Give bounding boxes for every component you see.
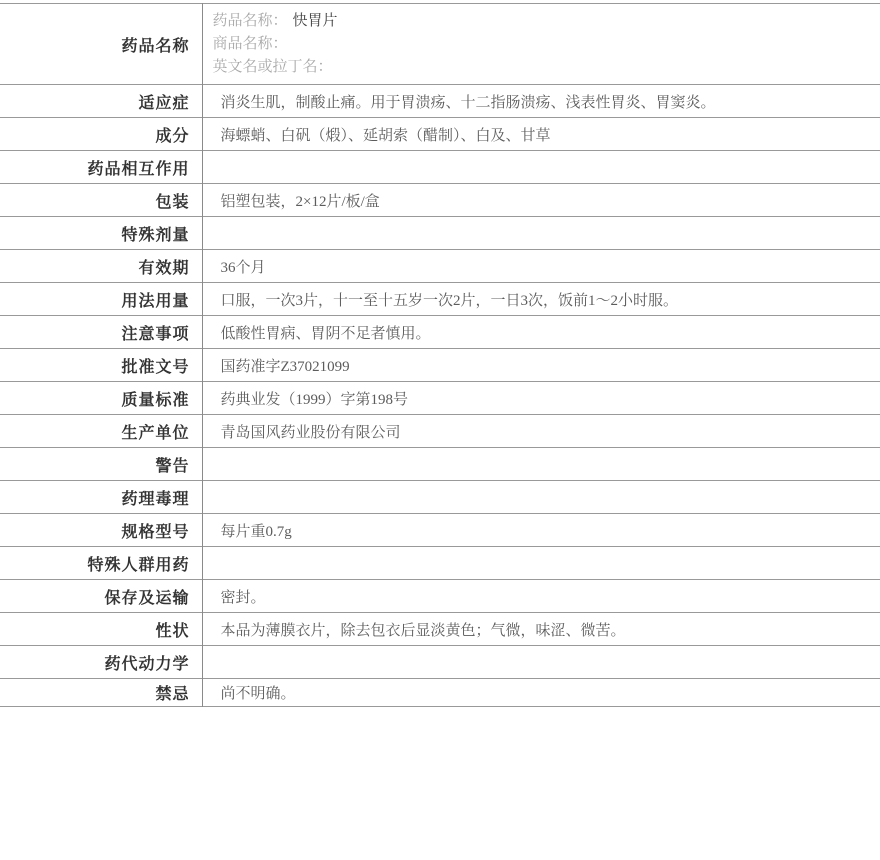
table-row-precautions xyxy=(0,316,880,349)
table-row-special-dosage xyxy=(0,217,880,250)
row-value: 国药准字Z37021099 xyxy=(202,349,880,382)
row-label: 规格型号 xyxy=(121,523,190,541)
table-row-contraindications xyxy=(0,679,880,707)
drug-name-value: 快胃片 xyxy=(292,12,338,29)
row-label: 质量标准 xyxy=(121,391,190,409)
row-label: 成分 xyxy=(155,127,190,145)
row-label: 生产单位 xyxy=(121,424,190,442)
row-value xyxy=(202,547,880,580)
table-row-ingredients xyxy=(0,118,880,151)
row-value: 消炎生肌，制酸止痛。用于胃溃疡、十二指肠溃疡、浅表性胃炎、胃窦炎。 xyxy=(202,85,880,118)
table-row-indications xyxy=(0,85,880,118)
row-label: 药品名称 xyxy=(121,37,190,55)
table-row-specification xyxy=(0,514,880,547)
row-label: 有效期 xyxy=(138,259,190,277)
row-label: 用法用量 xyxy=(121,292,190,310)
row-value: 青岛国风药业股份有限公司 xyxy=(202,415,880,448)
table-row-packaging xyxy=(0,184,880,217)
table-row-pharmacology xyxy=(0,481,880,514)
row-label: 性状 xyxy=(155,622,190,640)
row-label: 特殊剂量 xyxy=(121,226,190,244)
row-value: 口服，一次3片，十一至十五岁一次2片，一日3次，饭前1～2小时服。 xyxy=(202,283,880,316)
latin-name-line xyxy=(213,56,880,79)
row-label: 警告 xyxy=(155,457,190,475)
row-value xyxy=(202,151,880,184)
row-value xyxy=(202,4,880,85)
row-label: 药代动力学 xyxy=(104,655,190,673)
table-row-storage xyxy=(0,580,880,613)
row-value: 每片重0.7g xyxy=(202,514,880,547)
row-label: 注意事项 xyxy=(121,325,190,343)
row-value: 药典业发（1999）字第198号 xyxy=(202,382,880,415)
field-prefix: 商品名称： xyxy=(212,35,288,52)
row-label: 药理毒理 xyxy=(121,490,190,508)
row-value: 本品为薄膜衣片，除去包衣后显淡黄色；气微，味涩、微苦。 xyxy=(202,613,880,646)
drug-info-table xyxy=(0,3,880,707)
table-row-appearance xyxy=(0,613,880,646)
table-row-special-population xyxy=(0,547,880,580)
row-value xyxy=(202,646,880,679)
trade-name-line xyxy=(213,33,880,56)
row-value: 海螵蛸、白矾（煅）、延胡索（醋制）、白及、甘草 xyxy=(202,118,880,151)
row-label: 包装 xyxy=(155,193,190,211)
table-row-approval-number xyxy=(0,349,880,382)
table-row-interactions xyxy=(0,151,880,184)
table-row-warning xyxy=(0,448,880,481)
row-label: 保存及运输 xyxy=(104,589,190,607)
table-row-quality-standard xyxy=(0,382,880,415)
row-value: 密封。 xyxy=(202,580,880,613)
drug-name-line xyxy=(213,10,880,33)
row-label: 特殊人群用药 xyxy=(87,556,190,574)
row-value: 低酸性胃病、胃阴不足者慎用。 xyxy=(202,316,880,349)
row-value xyxy=(202,217,880,250)
field-prefix: 药品名称： xyxy=(212,12,288,29)
table-row-dosage xyxy=(0,283,880,316)
row-value: 铝塑包装，2×12片/板/盒 xyxy=(202,184,880,217)
table-row-drug-name xyxy=(0,4,880,85)
row-label: 适应症 xyxy=(138,94,190,112)
row-value xyxy=(202,448,880,481)
row-value: 36个月 xyxy=(202,250,880,283)
row-value xyxy=(202,481,880,514)
row-label: 药品相互作用 xyxy=(87,160,190,178)
row-label: 批准文号 xyxy=(121,358,190,376)
table-row-manufacturer xyxy=(0,415,880,448)
table-row-pharmacokinetics xyxy=(0,646,880,679)
table-row-shelf-life xyxy=(0,250,880,283)
row-label: 禁忌 xyxy=(155,686,190,703)
row-value: 尚不明确。 xyxy=(202,679,880,707)
field-prefix: 英文名或拉丁名： xyxy=(212,58,333,75)
